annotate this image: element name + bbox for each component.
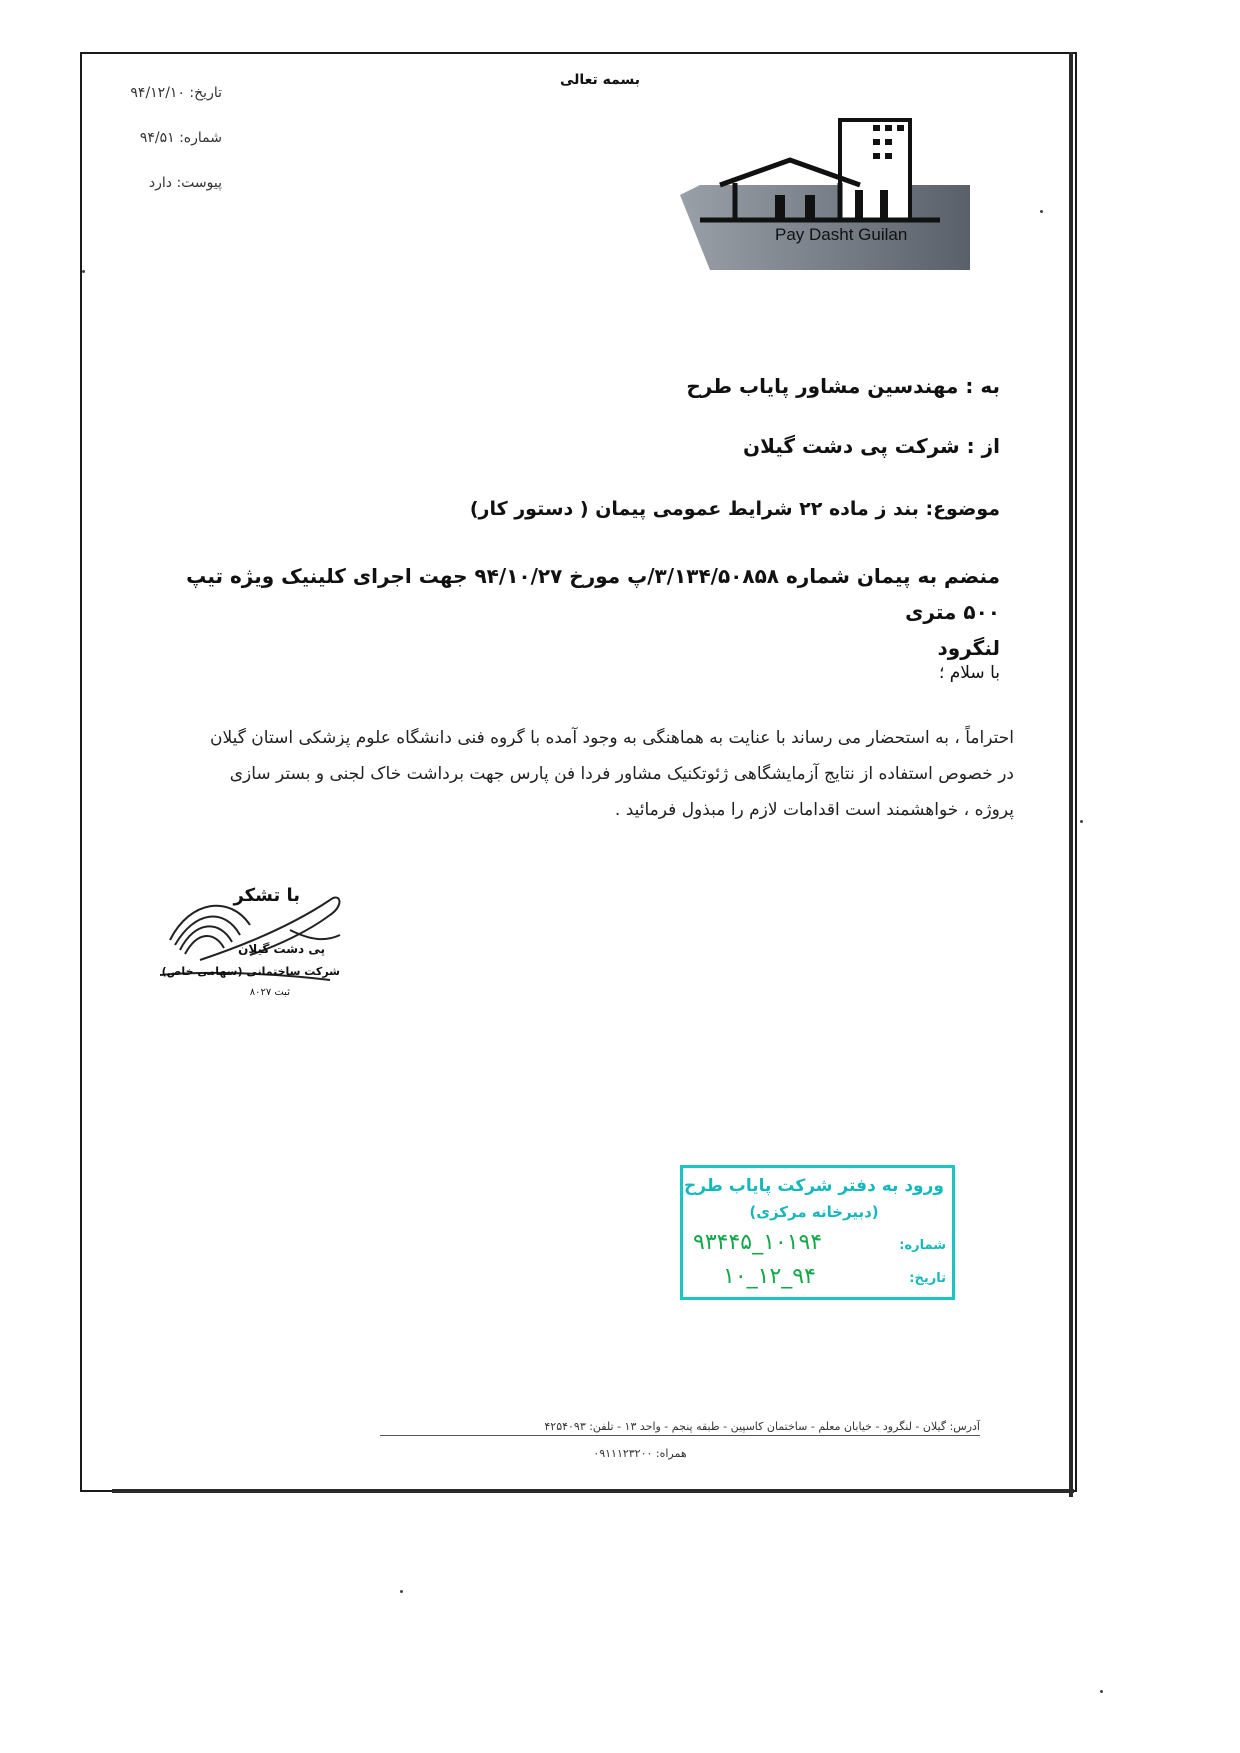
letter-attachment: پیوست: دارد: [148, 175, 222, 191]
body-line-1: احتراماً ، به استحضار می رساند با عنایت به هماهنگی به وجود آمده با گروه فنی دانشگاه علوم پزشکی استان گیلان: [210, 728, 1014, 748]
letter-body: [134, 720, 1014, 828]
seal-line-2: شرکت ساختمانی (سهامی خاص): [161, 965, 340, 978]
frame-edge-right: [1069, 52, 1073, 1497]
scan-speck: [82, 270, 85, 273]
closing: با تشکر: [233, 885, 300, 906]
footer-address: آدرس: گیلان - لنگرود - خیابان معلم - ساختمان کاسپین - طبقه پنجم - واحد ۱۳ - تلفن: ۴۲۵۴۰۹۳: [380, 1420, 980, 1436]
stamp-title: ورود به دفتر شرکت پایاب طرح: [684, 1176, 944, 1196]
scan-speck: [1100, 1690, 1103, 1693]
seal-line-1: پی دشت گیلان: [238, 942, 325, 956]
greeting: با سلام ؛: [938, 663, 1000, 683]
body-line-3: پروژه ، خواهشمند است اقدامات لازم را مبذول فرمائید .: [614, 800, 1014, 820]
received-stamp: [680, 1165, 955, 1300]
frame-edge-bottom: [112, 1489, 1074, 1493]
logo-text: Pay Dasht Guilan: [775, 225, 908, 244]
seal-line-3: ثبت ۸۰۲۷: [249, 987, 290, 998]
recipient: به : مهندسین مشاور پایاب طرح: [686, 374, 1000, 398]
scan-speck: [400, 1590, 403, 1593]
building-logo-icon: [680, 115, 980, 270]
sender: از : شرکت پی دشت گیلان: [743, 434, 1000, 458]
stamp-number-label: شماره:: [899, 1238, 946, 1253]
company-logo: [680, 115, 980, 270]
scan-speck: [1040, 210, 1043, 213]
scan-speck: [1080, 820, 1083, 823]
reference-line-2: لنگرود: [937, 636, 1000, 660]
letter-number: شماره: ۹۴/۵۱: [139, 130, 222, 146]
stamp-date-value: ۹۴_۱۲_۱۰: [723, 1264, 816, 1289]
reference: [150, 558, 1000, 666]
stamp-date-label: تاریخ:: [909, 1271, 946, 1286]
letter-date: تاریخ: ۹۴/۱۲/۱۰: [130, 85, 222, 101]
footer-mobile: همراه: ۰۹۱۱۱۲۳۲۰۰: [593, 1447, 687, 1460]
stamp-number-value: ۱۰۱۹۴_۹۳۴۴۵: [693, 1230, 823, 1255]
reference-line-1: منضم به پیمان شماره ۳/۱۳۴/۵۰۸۵۸/پ مورخ ۹۴/۱۰/۲۷ جهت اجرای کلینیک ویژه تیپ ۵۰۰ متری: [186, 564, 1000, 624]
basmala: بسمه تعالی: [559, 72, 641, 88]
stamp-subtitle: (دبیرخانه مرکزی): [749, 1203, 879, 1221]
body-line-2: در خصوص استفاده از نتایج آزمایشگاهی ژئوتکنیک مشاور فردا فن پارس جهت برداشت خاک لجنی و بستر سازی: [229, 764, 1014, 784]
subject: موضوع: بند ز ماده ۲۲ شرایط عمومی پیمان ( دستور کار): [469, 498, 1000, 520]
